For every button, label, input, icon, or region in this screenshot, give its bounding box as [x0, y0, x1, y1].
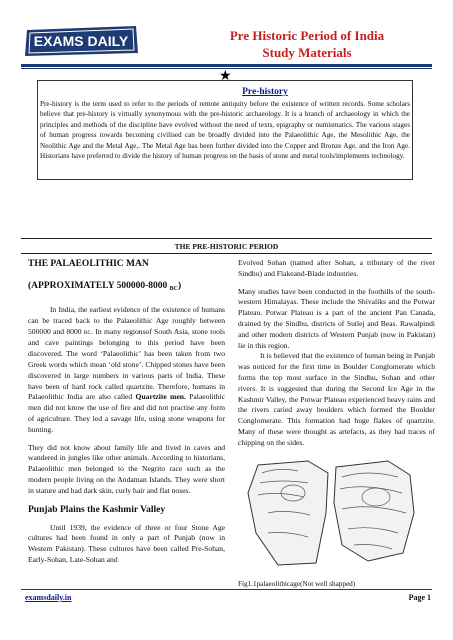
footer-rule: [21, 589, 432, 590]
palaeolithic-dates-heading: [28, 280, 225, 295]
footer-website-link[interactable]: examsdaily.in: [25, 593, 72, 602]
prehistory-body: Pre-history is the term used to refer to the periods of remote antiquity before the existence of written records. Some scholars believe that pre-history is virtually synonymous with the pre-historic archaeology. It is a branch of archaeology in which the principles and methods of the discipline have evolved without the need of texts, epigraphy or numismatics. The various stages of human progress towards becoming civilised can be broadly divided into the Palaeolithic Age, the Mesolithic Age, the Neolithic Age and the Metal Age,. The Metal Age has been further divided into the Copper and Bronze Age, and the Iron Age. Historians have preferred to divide the history of human progress on the basis of stone and metal tools/implements technology.: [40, 100, 410, 161]
right-column: [238, 258, 435, 589]
palaeolithic-heading: THE PALAEOLITHIC MAN: [28, 259, 149, 269]
sohan-paragraph: Evolved Sohan (named after Sohan, a tributary of the river Sindhu) and Flakeand-Blade industries.: [238, 258, 435, 278]
header-rule: [21, 64, 432, 67]
dates-main: (APPROXIMATELY 500000-8000: [28, 281, 168, 291]
para1-text-b: . In many regionsof South Asia, stone tools and cave paintings belonging to this period have been discovered. The word ‘Palaeolithic’ has been taken from two Greek words which mean ‘old stone’. Chipped stones have been discovered in large numbers in various parts of India. These have been of hard rock called quartzite. Therefore, humans in Palaeolithic India are also called: [28, 326, 225, 402]
boulder-paragraph: It is believed that the existence of human being in Punjab was noticed for the first time in Boulder Conglomerate which forms the top most surface in the Sindhu, Sohan and other rivers. It is suggested that during the Second Ice Age in the Kashmir Valley, the Potwar Plateau experienced heavy rains and the rivers caried away boulders which formed the Boulder Conglomerate. This formation had huge flakes of quartzite. Many of these were thought as artefacts, as they had traces of chipping on the sides.: [238, 351, 435, 447]
header-title: [207, 27, 407, 61]
himalaya-paragraph: Many studies have been conducted in the foothills of the south-western Himalayas. These include the Shivaliks and the Potwar Plateau. Potwar Plateau is a part of the ancient Pan Canada, drained by the Sindhu, districts of Sutlej and Beas. Rawalpindi and other modern districts of Western Punjab (now in Pakistan) lie in this region.: [238, 286, 435, 350]
star-icon: ★: [219, 69, 232, 84]
examsdaily-logo: [21, 22, 142, 59]
dates-sub: BC: [169, 286, 178, 292]
logo-text: EXAMS DAILY: [33, 33, 129, 49]
para1-text-c: Palaeolithic men did not know the use of fire and did not practise any form of agriculture. They led a savage life, using stone weapons for hunting.: [28, 392, 225, 434]
palaeolithic-paragraph-2: They did not know about family life and lived in caves and wandered in jungles like other animals. According to historians, Palaeolithic men belonged to the Negrito race such as the modern people living on the Andaman Islands. They were short in stature and had dark skin, curly hair and flat noses.: [28, 442, 225, 495]
header-title-line1: Pre Historic Period of India: [229, 28, 385, 43]
prehistory-title: Pre-history: [242, 87, 288, 97]
section-rule-bottom: [21, 253, 432, 254]
dates-end: ): [177, 281, 182, 291]
figure-caption: Fig1.1palaeolithicage(Not well shapped): [238, 579, 356, 588]
para1-sub: BC: [83, 329, 92, 336]
header-title-line2: Study Materials: [262, 45, 352, 60]
page-number: Page 1: [408, 593, 431, 602]
section-title: THE PRE-HISTORIC PERIOD: [174, 242, 279, 251]
prehistory-box: [37, 80, 413, 180]
palaeolithic-paragraph-1: [28, 305, 225, 436]
para1-text-a: In India, the earliest evidence of the existence of humans can be traced back to the Palaeolithic Age roughly between 500000 and 8000: [28, 305, 225, 336]
punjab-paragraph: Until 1939, the evidence of three or four Stone Age cultures had been found in only a part of Punjab (now in Western Pakistan). These cultures have been called Pre-Sohan, Early-Sohan, Late-Sohan and: [28, 522, 225, 564]
palaeolithic-tools-figure: [238, 453, 425, 577]
left-column: [28, 258, 225, 566]
section-rule-top: [21, 238, 432, 239]
quartzite-men-term: Quartzite men.: [135, 392, 186, 402]
punjab-heading: Punjab Plains the Kashmir Valley: [28, 504, 166, 515]
